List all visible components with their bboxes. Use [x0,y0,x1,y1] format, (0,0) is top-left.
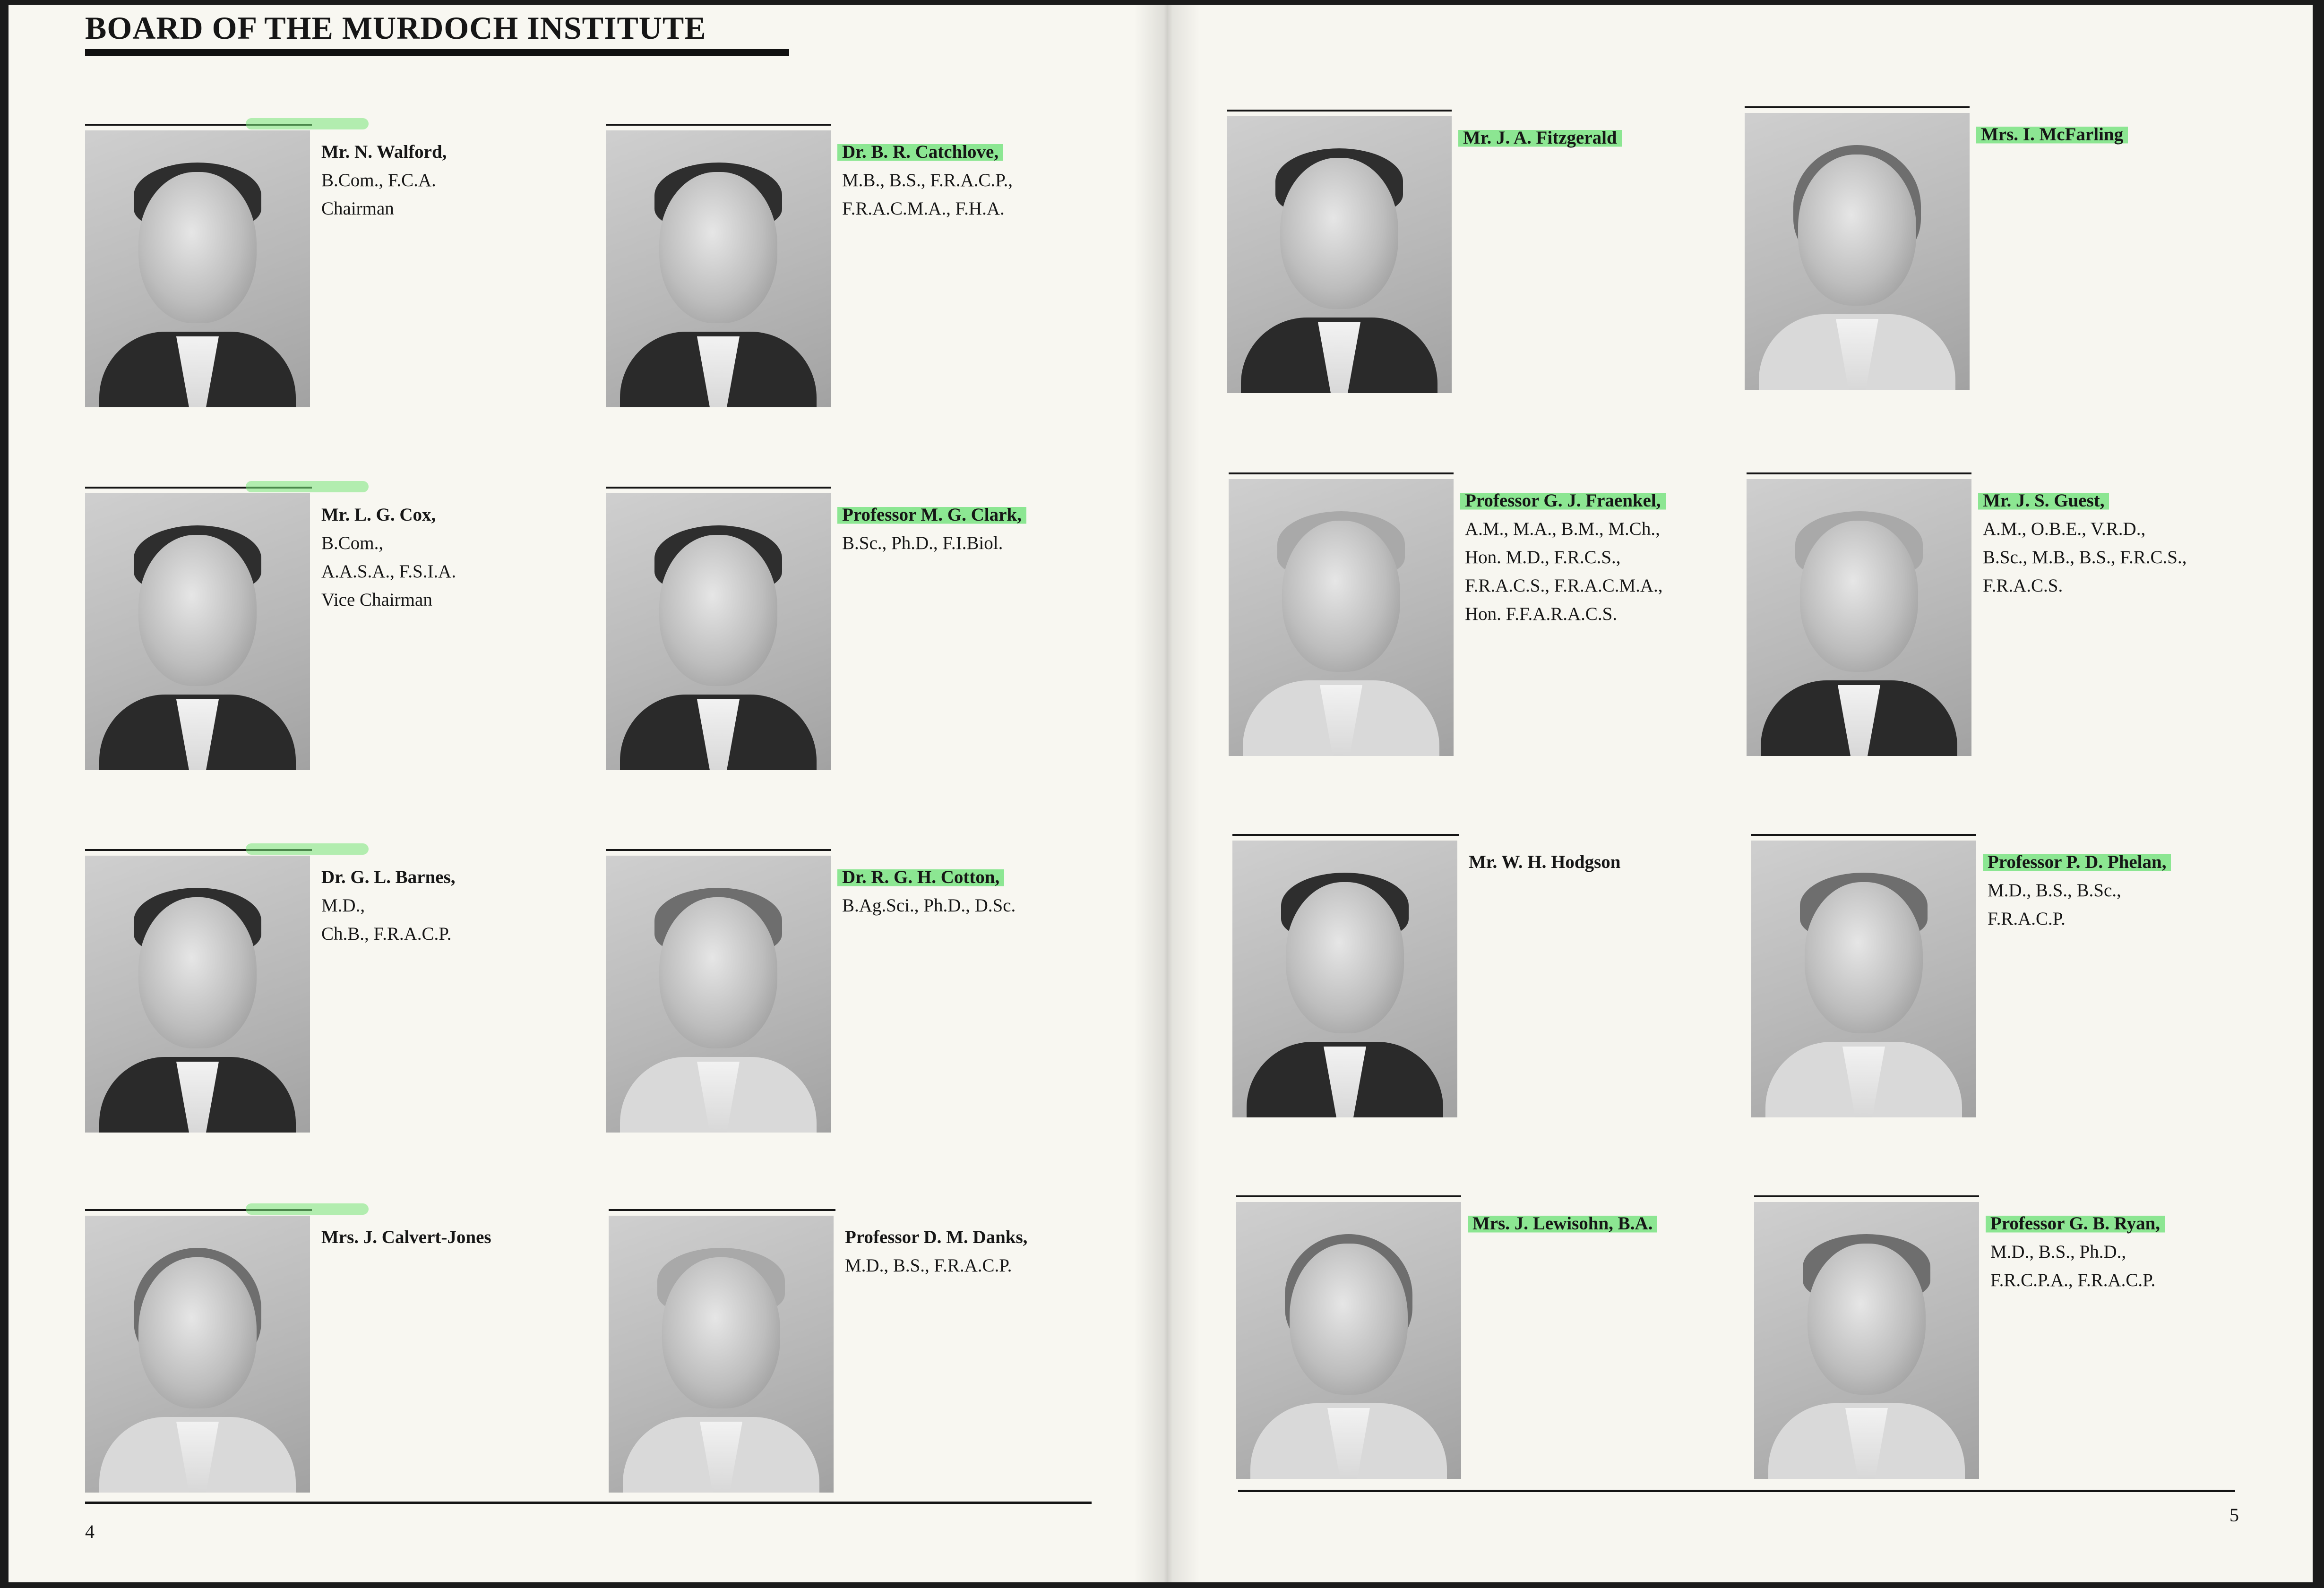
member-top-rule [606,849,831,851]
page-number-right: 5 [2229,1504,2239,1526]
portrait-head [138,535,257,686]
member-caption [1463,124,1622,152]
portrait-photo [606,130,831,407]
highlighter-mark: Dr. B. R. Catchlove, [837,142,1003,162]
portrait-head [1290,1244,1408,1395]
portrait-photo [1754,1202,1979,1479]
scan-border [0,1582,2324,1588]
member-name [1988,848,2171,876]
member-caption [1472,1210,1657,1238]
member-caption [842,138,1013,223]
portrait-head [1280,158,1398,309]
member-qualification: A.M., M.A., B.M., M.Ch., [1465,519,1660,539]
member-qualification: B.Sc., M.B., B.S., F.R.C.S., [1983,547,2187,567]
highlighter-mark: Dr. R. G. H. Cotton, [837,867,1004,887]
portrait-head [1798,155,1916,306]
member-name [842,138,1013,166]
member-name [1981,120,2128,149]
portrait-head [659,535,777,686]
member-qualification: B.Com., F.C.A. [321,170,436,190]
member-name-text: Mr. N. Walford, [321,142,447,162]
member-top-rule [1745,106,1970,108]
portrait-photo [606,493,831,770]
member-caption [1988,848,2171,933]
scan-border [0,0,9,1588]
highlighter-mark: Professor M. G. Clark, [837,505,1026,525]
member-name [1983,487,2186,515]
member-name [1990,1210,2165,1238]
member-caption [1469,848,1620,876]
highlighter-smudge [246,1203,369,1215]
member-top-rule [606,124,831,126]
member-caption [842,863,1016,920]
title-underline [85,49,789,56]
portrait-photo [1745,113,1970,390]
highlighter-smudge [246,118,369,129]
member-top-rule [1236,1195,1461,1197]
member-qualification: F.R.A.C.S. [1983,575,2063,596]
member-qualification: Chairman [321,198,394,219]
member-caption [1983,487,2186,600]
scan-border [2313,0,2324,1588]
footer-rule [1238,1490,2235,1492]
highlighter-mark: Mrs. J. Lewisohn, B.A. [1468,1213,1657,1234]
member-name [1472,1210,1657,1238]
book-gutter [1134,0,1200,1588]
portrait-head [1805,882,1923,1033]
member-caption [1465,487,1666,628]
portrait-head [138,897,257,1048]
portrait-photo [1236,1202,1461,1479]
member-top-rule [1229,472,1454,474]
portrait-photo [85,1216,310,1493]
highlighter-mark: Professor G. J. Fraenkel, [1460,490,1666,511]
member-name-text: Mrs. J. Calvert-Jones [321,1227,491,1247]
member-qualification: B.Ag.Sci., Ph.D., D.Sc. [842,895,1016,916]
member-top-rule [1227,110,1452,112]
page-number-left: 4 [85,1521,95,1542]
portrait-photo [606,856,831,1133]
portrait-head [1282,521,1400,672]
member-qualification: Ch.B., F.R.A.C.P. [321,924,452,944]
member-top-rule [609,1209,835,1211]
member-name [1463,124,1622,152]
member-qualification: Hon. M.D., F.R.C.S., [1465,547,1621,567]
portrait-head [1808,1244,1926,1395]
portrait-head [138,1257,257,1408]
portrait-photo [85,130,310,407]
member-caption [842,501,1026,558]
portrait-head [1800,521,1918,672]
member-caption [845,1223,1027,1280]
page-title: BOARD OF THE MURDOCH INSTITUTE [85,10,706,46]
member-name-text: Mr. W. H. Hodgson [1469,852,1621,872]
member-qualification: M.B., B.S., F.R.A.C.P., [842,170,1013,190]
member-qualification: M.D., B.S., F.R.A.C.P. [845,1255,1012,1276]
member-qualification: A.A.S.A., F.S.I.A. [321,561,456,582]
member-qualification: Hon. F.F.A.R.A.C.S. [1465,604,1618,624]
portrait-photo [85,856,310,1133]
member-qualification: A.M., O.B.E., V.R.D., [1983,519,2146,539]
member-qualification: M.D., [321,895,365,916]
scan-border [0,0,2324,5]
portrait-photo [609,1216,834,1493]
member-name-text: Dr. G. L. Barnes, [321,867,456,887]
member-name [842,501,1026,529]
member-name [321,863,456,892]
highlighter-mark: Mr. J. A. Fitzgerald [1458,128,1622,148]
portrait-head [659,897,777,1048]
member-name-text: Mr. L. G. Cox, [321,505,436,525]
member-qualification: B.Com., [321,533,384,553]
portrait-photo [85,493,310,770]
member-name [842,863,1016,892]
member-qualification: Vice Chairman [321,590,432,610]
member-name [321,501,456,529]
member-top-rule [1754,1195,1979,1197]
member-name [321,1223,491,1252]
portrait-photo [1227,116,1452,393]
member-caption [321,863,456,948]
highlighter-mark: Professor G. B. Ryan, [1986,1213,2165,1234]
member-name [1469,848,1620,876]
portrait-head [662,1257,780,1408]
highlighter-mark: Professor P. D. Phelan, [1983,852,2171,872]
member-top-rule [1747,472,1971,474]
member-top-rule [1751,834,1976,836]
portrait-head [138,172,257,323]
member-qualification: M.D., B.S., B.Sc., [1988,880,2121,901]
member-name [321,138,447,166]
member-top-rule [1232,834,1459,836]
member-qualification: M.D., B.S., Ph.D., [1990,1242,2126,1262]
member-caption [1981,120,2128,149]
member-caption [321,1223,491,1252]
member-caption [1990,1210,2165,1295]
portrait-head [659,172,777,323]
member-qualification: F.R.C.P.A., F.R.A.C.P. [1990,1270,2156,1290]
member-top-rule [606,487,831,489]
member-caption [321,138,447,223]
portrait-photo [1229,479,1454,756]
highlighter-mark: Mrs. I. McFarling [1976,124,2128,145]
highlighter-smudge [246,481,369,492]
portrait-photo [1751,841,1976,1117]
highlighter-mark: Mr. J. S. Guest, [1978,490,2109,511]
highlighter-smudge [246,843,369,855]
member-qualification: F.R.A.C.S., F.R.A.C.M.A., [1465,575,1663,596]
member-caption [321,501,456,614]
member-qualification: F.R.A.C.P. [1988,909,2066,929]
member-qualification: B.Sc., Ph.D., F.I.Biol. [842,533,1003,553]
member-name-text: Professor D. M. Danks, [845,1227,1028,1247]
portrait-photo [1747,479,1971,756]
portrait-head [1286,882,1404,1033]
portrait-photo [1232,841,1457,1117]
member-name [1465,487,1666,515]
member-qualification: F.R.A.C.M.A., F.H.A. [842,198,1005,219]
member-name [845,1223,1027,1252]
footer-rule [85,1502,1092,1504]
